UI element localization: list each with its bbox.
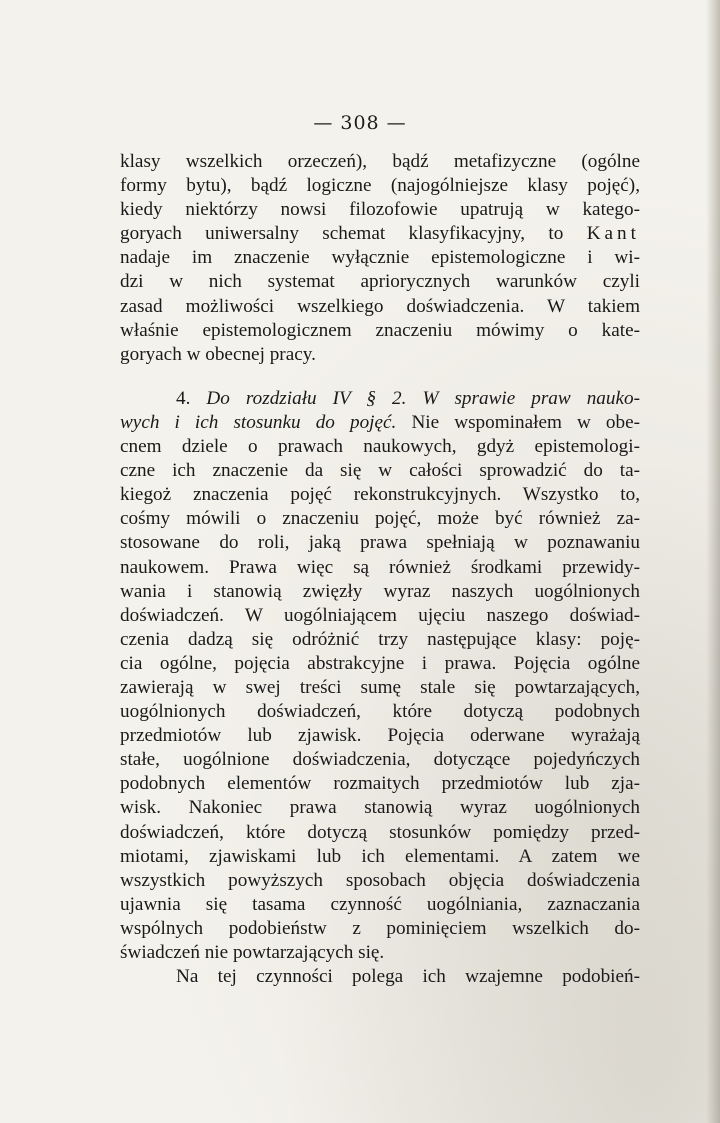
text-line: kiegoż znaczenia pojęć rekonstrukcyjnych. Wszystko to, bbox=[120, 484, 640, 506]
text-line: ujawnia się tasama czynność uogólniania, zaznaczania bbox=[120, 893, 640, 915]
text-line: zasad możliwości wszelkiego doświadczenia. W takiem bbox=[120, 295, 640, 317]
text-line: naukowem. Prawa więc są również środkami przewidy- bbox=[120, 556, 640, 578]
paragraph-1 bbox=[120, 150, 640, 367]
page-number: — 308 — bbox=[313, 112, 407, 134]
text-line: cia ogólne, pojęcia abstrakcyjne i prawa. Pojęcia ogólne bbox=[120, 652, 640, 674]
text-line: wspólnych podobieństw z pominięciem wszelkich do- bbox=[120, 917, 640, 939]
page-edge-shadow bbox=[706, 0, 720, 1123]
text-line: nadaje im znaczenie wyłącznie epistemologiczne i wi- bbox=[120, 247, 640, 269]
text-line: wszystkich powyższych sposobach objęcia doświadczenia bbox=[120, 869, 640, 891]
text-line: czenia dadzą się odróżnić trzy następujące klasy: poję- bbox=[120, 628, 640, 650]
text-line: cośmy mówili o znaczeniu pojęć, może być również za- bbox=[120, 508, 640, 530]
text-line: doświadczeń, które dotyczą stosunków pomiędzy przed- bbox=[120, 821, 640, 843]
text-line: podobnych elementów rozmaitych przedmiotów lub zja- bbox=[120, 773, 640, 795]
text-span: goryach uniwersalny schemat klasyfikacyjny, to bbox=[120, 223, 564, 245]
text-line: zawierają w swej treści sumę stale się powtarzających, bbox=[120, 676, 640, 698]
text-line: dzi w nich systemat apriorycznych warunków czyli bbox=[120, 271, 640, 293]
section-heading-end: wych i ich stosunku do pojęć. bbox=[120, 411, 397, 433]
text-line: klasy wszelkich orzeczeń), bądź metafizyczne (ogólne bbox=[120, 151, 640, 172]
text-line: przedmiotów lub zjawisk. Pojęcia oderwane wyrażają bbox=[120, 725, 640, 747]
text-line: goryach w obecnej pracy. bbox=[120, 343, 316, 365]
text-line: wania i stanowią zwięzły wyraz naszych uogólnionych bbox=[120, 580, 640, 602]
text-line: stałe, uogólnione doświadczenia, dotyczące pojedyńczych bbox=[120, 749, 640, 771]
text-line bbox=[120, 387, 640, 411]
section-heading: Do rozdziału IV § 2. W sprawie praw nauko- bbox=[206, 387, 640, 409]
text-line: Na tej czynności polega ich wzajemne podobień- bbox=[176, 966, 640, 988]
text-line: formy bytu), bądź logiczne (najogólniejsze klasy pojęć), bbox=[120, 175, 640, 197]
text-span: Nie wspominałem w obe- bbox=[411, 411, 641, 433]
text-line: właśnie epistemologicznem znaczeniu mówimy o kate- bbox=[120, 319, 640, 341]
text-line: kiedy niektórzy nowsi filozofowie upatrują w katego- bbox=[120, 199, 640, 221]
paragraph-gap bbox=[120, 367, 640, 387]
text-line bbox=[120, 222, 640, 246]
text-line: świadczeń nie powtarzających się. bbox=[120, 942, 385, 963]
paragraph-2 bbox=[120, 387, 640, 989]
page-body bbox=[120, 150, 640, 989]
text-line: doświadczeń. W uogólniającem ujęciu naszego doświad- bbox=[120, 604, 640, 626]
text-line: czne ich znaczenie da się w całości sprowadzić do ta- bbox=[120, 460, 640, 482]
author-name-kant: Kant bbox=[586, 223, 640, 245]
text-line: cnem dziele o prawach naukowych, gdyż epistemologi- bbox=[120, 436, 640, 458]
text-line: uogólnionych doświadczeń, które dotyczą podobnych bbox=[120, 701, 640, 723]
text-line: stosowane do roli, jaką prawa spełniają w poznawaniu bbox=[120, 532, 640, 554]
text-line bbox=[120, 411, 640, 435]
text-line: miotami, zjawiskami lub ich elementami. A zatem we bbox=[120, 845, 640, 867]
text-line: wisk. Nakoniec prawa stanowią wyraz uogólnionych bbox=[120, 797, 640, 819]
section-number: 4. bbox=[176, 387, 191, 409]
